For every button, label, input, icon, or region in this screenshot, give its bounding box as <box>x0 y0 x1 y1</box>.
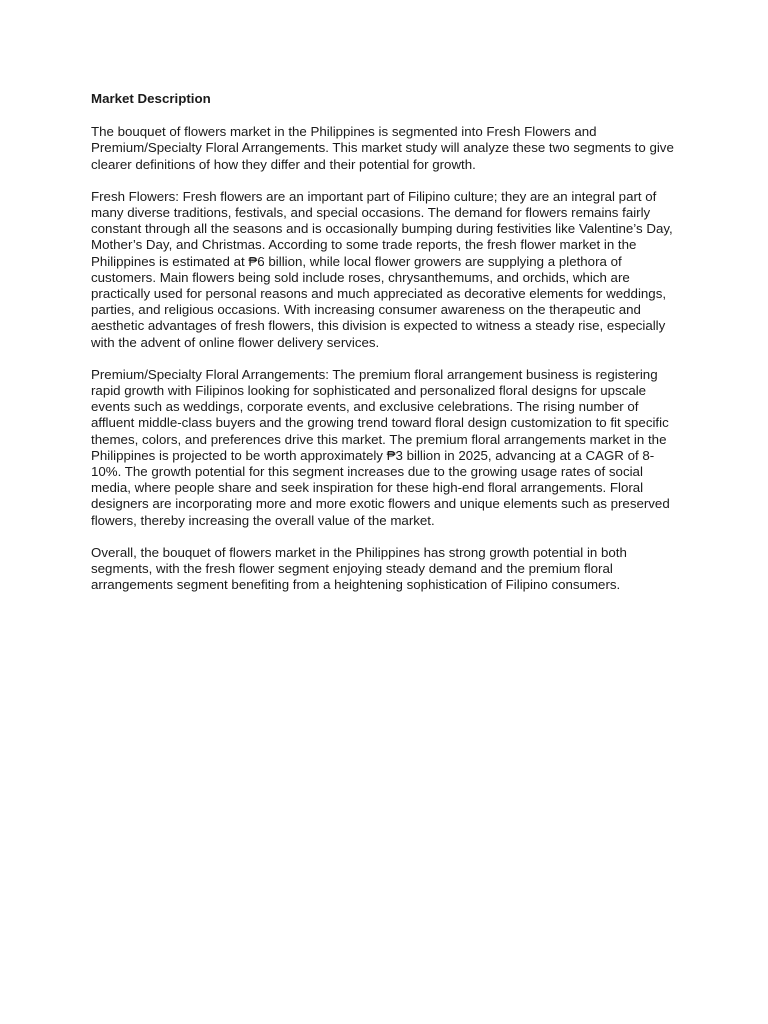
fresh-flowers-paragraph: Fresh Flowers: Fresh flowers are an important part of Filipino culture; they are an integral part of many diverse traditions, festivals, and special occasions. The demand for flowers remains fairly constant through all the seasons and is occasionally bumping during festivities like Valentine’s Day, Mother’s Day, and Christmas. According to some trade reports, the fresh flower market in the Philippines is estimated at ₱6 billion, while local flower growers are supplying a plethora of customers. Main flowers being sold include roses, chrysanthemums, and orchids, which are practically used for personal reasons and much appreciated as decorative elements for weddings, parties, and religious occasions. With increasing consumer awareness on the therapeutic and aesthetic advantages of fresh flowers, this division is expected to witness a steady rise, especially with the advent of online flower delivery services. <box>91 188 673 350</box>
premium-arrangements-paragraph: Premium/Specialty Floral Arrangements: The premium floral arrangement business is registering rapid growth with Filipinos looking for sophisticated and personalized floral designs for upscale events such as weddings, corporate events, and exclusive celebrations. The rising number of affluent middle-class buyers and the growing trend toward floral design customization to fit specific themes, colors, and preferences drive this market. The premium floral arrangements market in the Philippines is projected to be worth approximately ₱3 billion in 2025, advancing at a CAGR of 8-10%. The growth potential for this segment increases due to the growing usage rates of social media, where people share and seek inspiration for these high-end floral arrangements. Floral designers are incorporating more and more exotic flowers and unique elements such as preserved flowers, thereby increasing the overall value of the market. <box>91 366 670 528</box>
document-body <box>91 91 683 609</box>
section-heading: Market Description <box>91 91 211 106</box>
intro-paragraph: The bouquet of flowers market in the Philippines is segmented into Fresh Flowers and Premium/Specialty Floral Arrangements. This market study will analyze these two segments to give clearer definitions of how they differ and their potential for growth. <box>91 124 674 172</box>
conclusion-paragraph: Overall, the bouquet of flowers market in the Philippines has strong growth potential in both segments, with the fresh flower segment enjoying steady demand and the premium floral arrangements segment benefiting from a heightening sophistication of Filipino consumers. <box>91 544 627 593</box>
